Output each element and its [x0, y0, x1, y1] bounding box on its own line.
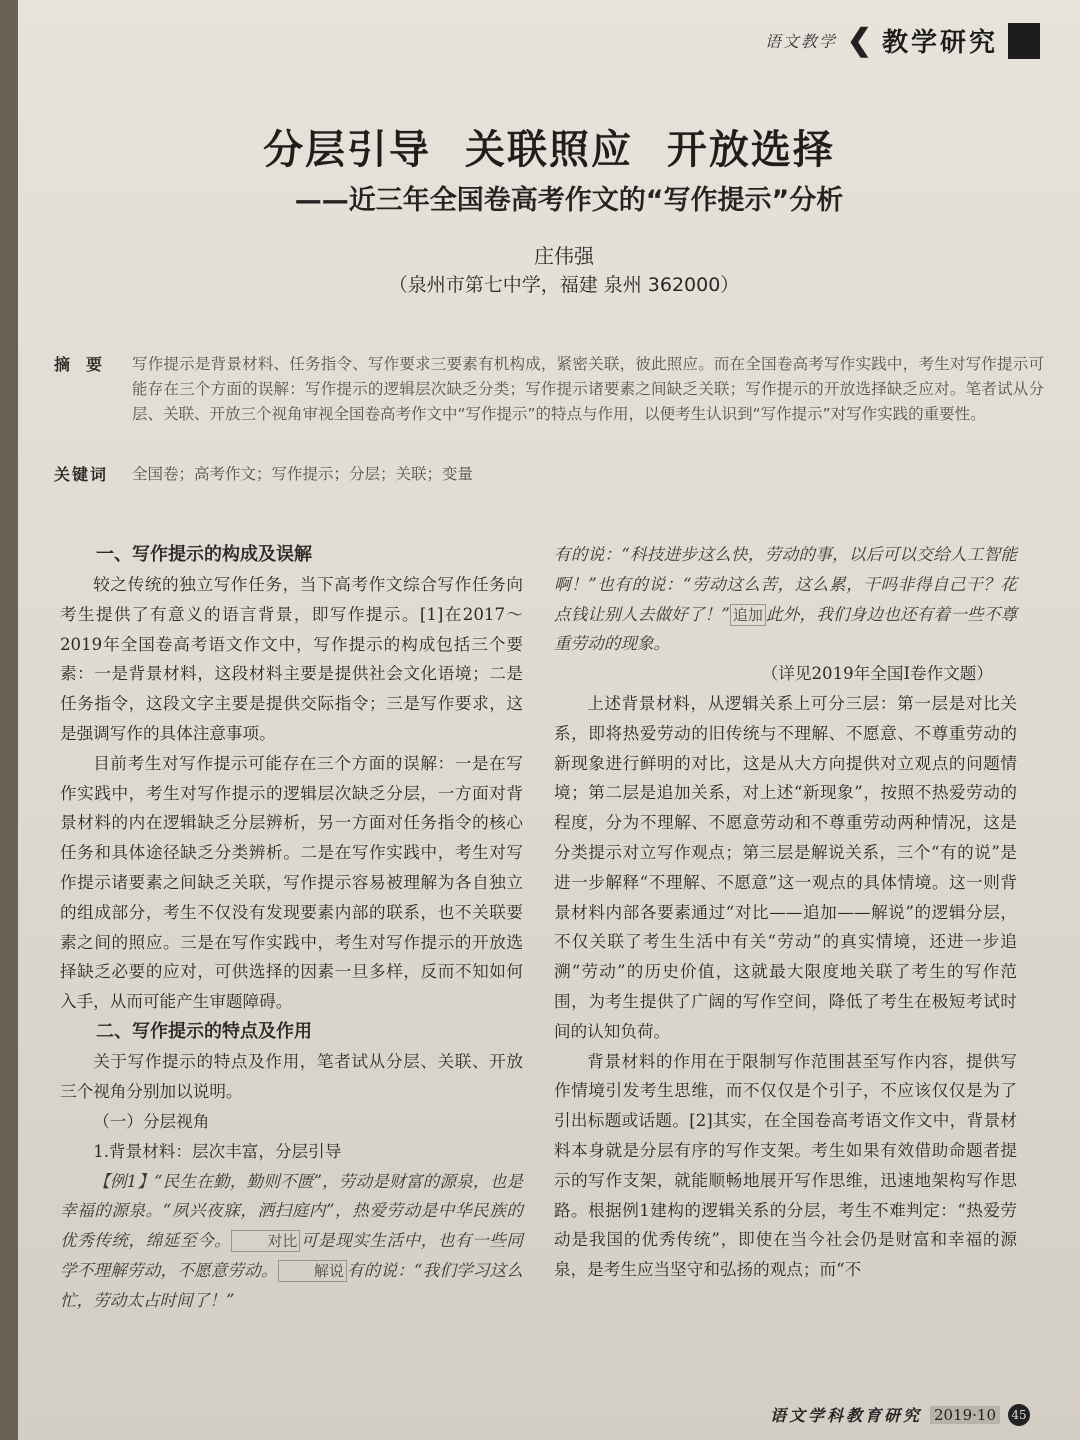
example-passage [60, 1167, 523, 1316]
page-number: 45 [1008, 1404, 1030, 1426]
square-block-icon [1008, 23, 1040, 59]
journal-name: 语文学科教育研究 [769, 1406, 922, 1425]
article-subtitle: ——近三年全国卷高考作文的“写作提示”分析 [294, 185, 844, 216]
article-title: 分层引导 关联照应 开放选择 [263, 127, 835, 173]
keywords-label: 关键词 [54, 465, 109, 484]
running-head [765, 22, 1040, 59]
left-column [60, 540, 523, 1316]
abstract [54, 352, 1044, 427]
example-text: 有的说：“科技进步这么快，劳动的事，以后可以交给人工智能啊！”也有的说：“劳动这么苦，这么累，干吗非得自己干？花点钱让别人去做好了！” [554, 545, 1017, 624]
annotation-tag: 解说 [278, 1260, 347, 1282]
issue-number: 2019·10 [930, 1406, 1000, 1424]
abstract-label: 摘要 [54, 355, 119, 374]
right-column [554, 540, 1017, 1285]
section-heading-2: 二、写作提示的特点及作用 [96, 1020, 312, 1042]
paragraph: 背景材料的作用在于限制写作范围甚至写作内容，提供写作情境引发考生思维，而不仅仅是个引子，不应该仅仅是为了引出标题或话题。[2]其实，在全国卷高考语文作文中，背景材料本身就是分层有序的写作支架。考生如果有效借助命题者提示的写作支架，就能顺畅地展开写作思维，迅速地架构写作思路。根据例1建构的逻辑关系的分层，考生不难判定：“热爱劳动是我国的优秀传统”，即使在当今社会仍是财富和幸福的源泉，是考生应当坚守和弘扬的观点；而“不 [554, 1051, 1017, 1280]
keywords [54, 462, 1044, 487]
section-heading-1: 一、写作提示的构成及误解 [96, 544, 312, 565]
author-affiliation: （泉州市第七中学，福建 泉州 362000） [388, 274, 740, 296]
annotation-tag: 追加 [730, 604, 766, 626]
paragraph: 目前考生对写作提示可能存在三个方面的误解：一是在写作实践中，考生对写作提示的逻辑层次缺乏分层，一方面对背景材料的内在逻辑缺乏分层辨析，另一方面对任务指令的核心任务和具体途径缺乏分类辨析。二是在写作实践中，考生对写作提示诸要素之间缺乏关联，写作提示容易被理解为各自独立的组成部分，考生不仅没有发现要素内部的联系，也不关联要素之间的照应。三是在写作实践中，考生对写作提示的开放选择缺乏必要的应对，可供选择的因素一旦多样，反而不知如何入手，从而可能产生审题障碍。 [60, 753, 523, 1012]
example-source: （详见2019年全国Ⅰ卷作文题） [761, 664, 993, 684]
journal-page [18, 0, 1080, 1440]
keywords-text: 全国卷；高考作文；写作提示；分层；关联；变量 [132, 465, 474, 483]
chevron-left-icon: ❮ [846, 22, 872, 58]
paragraph: 上述背景材料，从逻辑关系上可分三层：第一层是对比关系，即将热爱劳动的旧传统与不理解、不愿意、不尊重劳动的新现象进行鲜明的对比，这是从大方向提供对立观点的问题情境；第二层是追加关系，对上述“新现象”，按照不热爱劳动的程度，分为不理解、不愿意劳动和不尊重劳动两种情况，这是分类提示对立写作观点；第三层是解说关系，三个“有的说”是进一步解释“不理解、不愿意”这一观点的具体情境。这一则背景材料内部各要素通过“对比——追加——解说”的逻辑分层，不仅关联了考生生活中有关“劳动”的真实情境，还进一步追溯“劳动”的历史价值，这就最大限度地关联了考生的写作范围，为考生提供了广阔的写作空间，降低了考生在极短考试时间的认知负荷。 [554, 693, 1017, 1041]
magazine-name: 语文教学 [764, 32, 837, 51]
author-name: 庄伟强 [534, 244, 594, 268]
paragraph: 较之传统的独立写作任务，当下高考作文综合写作任务向考生提供了有意义的语言背景，即写作提示。[1]在2017～2019年全国卷高考语文作文中，写作提示的构成包括三个要素：一是背景材料，这段材料主要是提供社会文化语境；二是任务指令，这段文字主要是提供交际指令；三是写作要求，这是强调写作的具体注意事项。 [60, 575, 523, 743]
section-name: 教学研究 [881, 28, 998, 58]
paragraph: 关于写作提示的特点及作用，笔者试从分层、关联、开放三个视角分别加以说明。 [60, 1051, 523, 1101]
example-text: 【例1】“民生在勤，勤则不匮”，劳动是财富的源泉，也是幸福的源泉。“夙兴夜寐，洒扫庭内”，热爱劳动是中华民族的优秀传统，绵延至今。 [60, 1171, 523, 1251]
annotation-tag: 对比 [231, 1230, 300, 1252]
example-text: 有的说：“我们学习这么忙，劳动太占时间了！” [60, 1260, 524, 1310]
sub-subsection-heading: 1.背景材料：层次丰富，分层引导 [93, 1141, 342, 1161]
example-text: 此外，我们身边也还有着一些不尊重劳动的现象。 [554, 604, 1018, 654]
example-text: 可是现实生活中，也有一些同学不理解劳动，不愿意劳动。 [60, 1231, 524, 1280]
example-passage [554, 540, 1017, 659]
subsection-heading: （一）分层视角 [93, 1111, 210, 1131]
page-footer [770, 1403, 1030, 1426]
abstract-text: 写作提示是背景材料、任务指令、写作要求三要素有机构成，紧密关联，彼此照应。而在全国卷高考写作实践中，考生对写作提示可能存在三个方面的误解：写作提示的逻辑层次缺乏分类；写作提示诸要素之间缺乏关联；写作提示的开放选择缺乏应对。笔者试从分层、关联、开放三个视角审视全国卷高考作文中“写作提示”的特点与作用，以便考生认识到“写作提示”对写作实践的重要性。 [132, 355, 1044, 423]
